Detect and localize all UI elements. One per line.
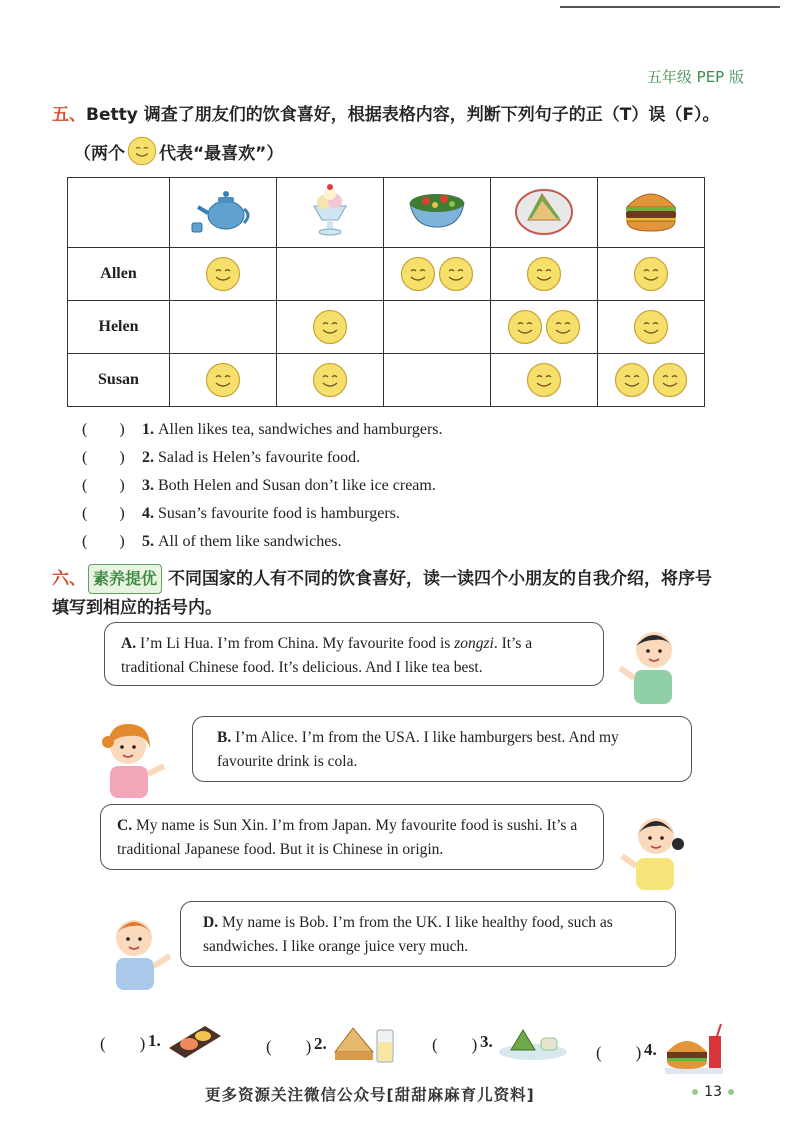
boy-bob-illustration (96, 904, 180, 994)
smiley-cell (491, 248, 598, 301)
smiley-icon (312, 362, 348, 398)
statement-text: Susan’s favourite food is hamburgers. (158, 505, 400, 522)
statement-3 (82, 472, 436, 495)
top-rule (560, 6, 780, 8)
zongzi-tea-icon (497, 1022, 569, 1062)
smiley-cell (277, 301, 384, 354)
smiley-cell (170, 354, 277, 407)
smiley-icon (526, 256, 562, 292)
smiley-icon (614, 362, 650, 398)
smiley-icon (438, 256, 474, 292)
statement-number: 5. (142, 533, 154, 550)
row-name: Allen (68, 248, 170, 301)
answer-1 (100, 1022, 225, 1060)
smiley-cell (491, 301, 598, 354)
salad-icon (384, 178, 491, 248)
smiley-cell (170, 301, 277, 354)
smiley-icon (652, 362, 688, 398)
section5-instruction: Betty 调查了朋友们的饮食喜好，根据表格内容，判断下列句子的正（T）误（F）。 (86, 105, 720, 125)
sandwich-juice-icon (331, 1022, 397, 1066)
hamburger-cola-icon (661, 1022, 727, 1078)
smiley-icon (526, 362, 562, 398)
hamburger-icon (598, 178, 705, 248)
intro-bubble-a (104, 622, 604, 686)
intro-text: My name is Sun Xin. I’m from Japan. My favourite food is sushi. It’s a traditional Japanese food. But it is Chinese in origin. (117, 817, 578, 858)
intro-bubble-c (100, 804, 604, 870)
table-row-allen (68, 248, 705, 301)
boy-li-hua-illustration (612, 618, 692, 708)
smiley-icon (507, 309, 543, 345)
girl-sun-xin-illustration (614, 802, 696, 894)
smiley-cell (598, 354, 705, 407)
smiley-icon (205, 362, 241, 398)
smiley-cell (170, 248, 277, 301)
intro-text: I’m Alice. I’m from the USA. I like hamburgers best. And my favourite drink is cola. (217, 729, 619, 770)
smiley-icon (205, 256, 241, 292)
intro-label: A. (121, 635, 137, 652)
smiley-icon (633, 256, 669, 292)
statement-4 (82, 500, 400, 523)
grade-label: 五年级 PEP 版 (646, 68, 744, 86)
statement-number: 3. (142, 477, 154, 494)
smiley-cell (384, 354, 491, 407)
smiley-icon (633, 309, 669, 345)
answer-number: 2. (314, 1034, 327, 1053)
smiley-cell (598, 248, 705, 301)
section6-instruction-2: 填写到相应的括号内。 (52, 598, 222, 618)
smiley-cell (384, 301, 491, 354)
hint-suffix: 代表“最喜欢”） (159, 143, 284, 164)
answer-blank[interactable]: ( ) (82, 477, 125, 494)
intro-label: B. (217, 729, 232, 746)
statement-2 (82, 444, 360, 467)
intro-text: . It’s a traditional Chinese food. It’s delicious. And I like tea best. (121, 635, 533, 676)
answer-number: 3. (480, 1032, 493, 1051)
statement-number: 4. (142, 505, 154, 522)
answer-3 (432, 1022, 569, 1062)
intro-bubble-b (192, 716, 692, 782)
answer-blank[interactable]: ( ) (82, 449, 125, 466)
table-row-helen (68, 301, 705, 354)
intro-text: My name is Bob. I’m from the UK. I like healthy food, such as sandwiches. I like orange juice very much. (203, 914, 613, 955)
section5-number: 五、 (52, 105, 86, 125)
answer-blank[interactable]: ( ) (82, 421, 125, 438)
smiley-cell (491, 354, 598, 407)
smiley-icon (545, 309, 581, 345)
section6-number: 六、 (52, 569, 86, 589)
intro-italic: zongzi (454, 635, 494, 652)
statement-text: Salad is Helen’s favourite food. (158, 449, 361, 466)
table-header-row (68, 178, 705, 248)
statement-number: 1. (142, 421, 154, 438)
tea-icon (170, 178, 277, 248)
smiley-cell (598, 301, 705, 354)
smiley-cell (384, 248, 491, 301)
statement-text: Allen likes tea, sandwiches and hamburgers. (158, 421, 443, 438)
answer-4 (596, 1022, 727, 1078)
row-name: Helen (68, 301, 170, 354)
answer-number: 4. (644, 1040, 657, 1059)
answer-blank[interactable]: ( ) (100, 1033, 146, 1053)
smiley-cell (277, 248, 384, 301)
statement-number: 2. (142, 449, 154, 466)
intro-bubble-d (180, 901, 676, 967)
intro-label: D. (203, 914, 219, 931)
sushi-icon (165, 1022, 225, 1060)
sandwich-icon (491, 178, 598, 248)
answer-blank[interactable]: ( ) (432, 1034, 478, 1054)
answer-2 (266, 1022, 397, 1066)
answer-blank[interactable]: ( ) (82, 505, 125, 522)
section6-instruction-1: 不同国家的人有不同的饮食喜好，读一读四个小朋友的自我介绍，将序号 (168, 569, 713, 589)
section5-title (52, 100, 719, 125)
statement-text: Both Helen and Susan don’t like ice cream. (158, 477, 436, 494)
food-preference-table (67, 177, 705, 407)
smiley-hint (74, 136, 283, 166)
corner-cell (68, 178, 170, 248)
girl-alice-illustration (88, 712, 172, 802)
answer-blank[interactable]: ( ) (82, 533, 125, 550)
smiley-icon (127, 136, 157, 166)
intro-text: I’m Li Hua. I’m from China. My favourite food is (136, 635, 455, 652)
answer-number: 1. (148, 1031, 161, 1050)
smiley-icon (312, 309, 348, 345)
table-row-susan (68, 354, 705, 407)
smiley-icon (400, 256, 436, 292)
statement-5 (82, 528, 342, 551)
row-name: Susan (68, 354, 170, 407)
statement-1 (82, 416, 443, 439)
statement-text: All of them like sandwiches. (158, 533, 342, 550)
section6-title (52, 564, 712, 622)
answer-blank[interactable]: ( ) (596, 1042, 642, 1062)
intro-label: C. (117, 817, 133, 834)
page-number: 13 (686, 1084, 740, 1100)
smiley-cell (277, 354, 384, 407)
quality-badge: 素养提优 (88, 564, 162, 594)
ice-cream-icon (277, 178, 384, 248)
answer-blank[interactable]: ( ) (266, 1036, 312, 1056)
hint-prefix: （两个 (74, 143, 125, 164)
footer-text: 更多资源关注微信公众号[甜甜麻麻育儿资料] (205, 1086, 535, 1104)
